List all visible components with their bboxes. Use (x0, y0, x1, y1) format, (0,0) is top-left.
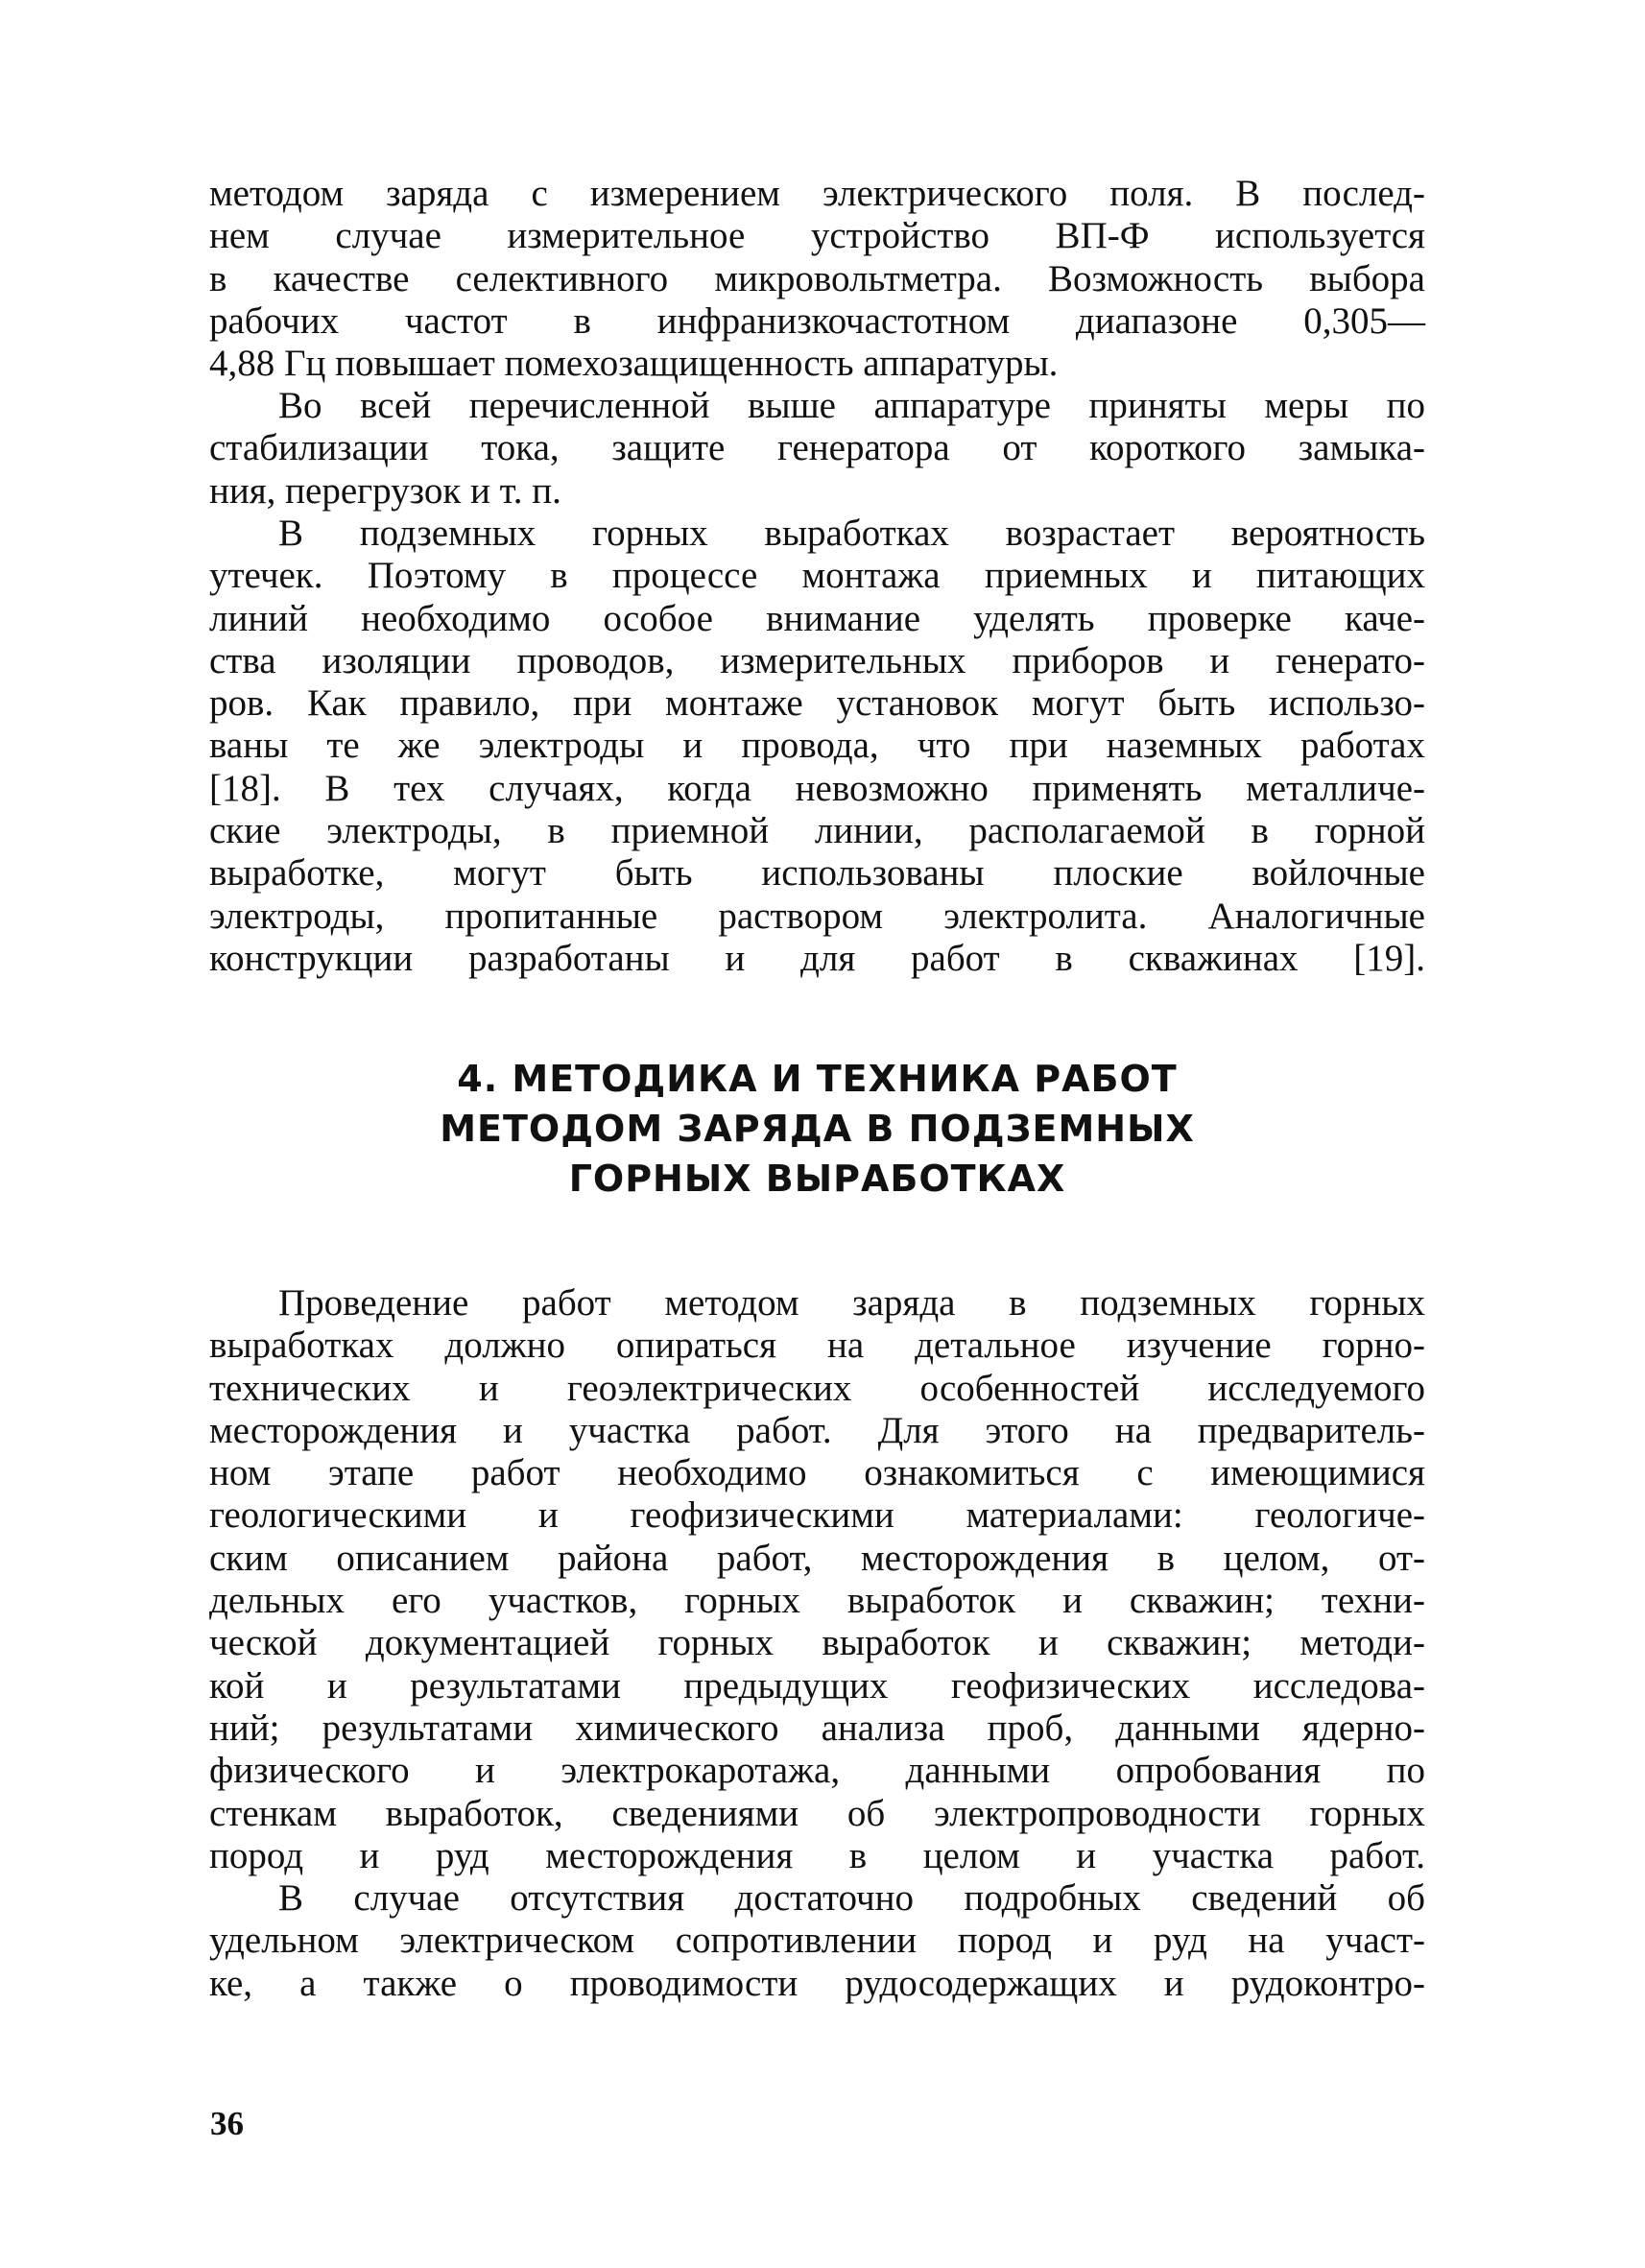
text-line: выработке, могут быть использованы плоские войлочные (209, 852, 1425, 895)
paragraph-1 (209, 173, 1425, 385)
text-line: рабочих частот в инфранизкочастотном диапазоне 0,305— (209, 299, 1425, 342)
heading-line: ГОРНЫХ ВЫРАБОТКАХ (568, 1158, 1066, 1200)
text-line: методом заряда с измерением электрического поля. В послед- (209, 173, 1425, 214)
text-line: утечек. Поэтому в процессе монтажа приемных и питающих (209, 555, 1425, 597)
text-line: дельных его участков, горных выработок и скважин; техни- (209, 1580, 1425, 1622)
text-line: электроды, пропитанные раствором электролита. Аналогичные (209, 895, 1425, 937)
text-line: нем случае измерительное устройство ВП-Ф используется (209, 215, 1425, 257)
text-line: ским описанием района работ, месторождения в целом, от- (209, 1537, 1425, 1579)
text-line: стабилизации тока, защите генератора от короткого замыка- (209, 427, 1425, 469)
text-line: Во всей перечисленной выше аппаратуре приняты меры по (278, 385, 1425, 426)
paragraph-5 (209, 1877, 1425, 2005)
text-line: ские электроды, в приемной линии, располагаемой в горной (209, 810, 1425, 852)
paragraph-3 (209, 513, 1425, 980)
heading-line: МЕТОДОМ ЗАРЯДА В ПОДЗЕМНЫХ (440, 1108, 1195, 1150)
text-line: месторождения и участка работ. Для этого на предваритель- (209, 1409, 1425, 1451)
text-line: ваны те же электроды и провода, что при наземных работах (209, 725, 1425, 767)
text-line: технических и геоэлектрических особенностей исследуемого (209, 1367, 1425, 1409)
text-line: стенкам выработок, сведениями об электропроводности горных (209, 1792, 1425, 1834)
text-line: физического и электрокаротажа, данными опробования по (209, 1750, 1425, 1792)
text-line: пород и руд месторождения в целом и участка работ. (209, 1834, 1425, 1876)
text-line: ров. Как правило, при монтаже установок могут быть использо- (209, 682, 1425, 725)
paragraph-2 (209, 385, 1425, 513)
text-line: линий необходимо особое внимание уделять проверке каче- (209, 597, 1425, 639)
text-line: 4,88 Гц повышает помехозащищенность аппаратуры. (209, 343, 1059, 385)
text-line: конструкции разработаны и для работ в скважинах [19]. (209, 937, 1425, 979)
section-heading (209, 1054, 1425, 1204)
text-line: в качестве селективного микровольтметра. Возможность выбора (209, 257, 1425, 299)
text-line: В случае отсутствия достаточно подробных сведений об (278, 1877, 1425, 1919)
paragraph-4 (209, 1282, 1425, 1877)
text-line: геологическими и геофизическими материалами: геологиче- (209, 1494, 1425, 1537)
text-line: удельном электрическом сопротивлении пород и руд на участ- (209, 1920, 1425, 1962)
text-line: ческой документацией горных выработок и скважин; методи- (209, 1622, 1425, 1664)
text-line: ства изоляции проводов, измерительных приборов и генерато- (209, 639, 1425, 681)
heading-line: 4. МЕТОДИКА И ТЕХНИКА РАБОТ (457, 1058, 1178, 1100)
text-line: ния, перегрузок и т. п. (209, 469, 561, 512)
text-line: ном этапе работ необходимо ознакомиться с имеющимися (209, 1452, 1425, 1494)
text-line: В подземных горных выработках возрастает вероятность (278, 513, 1425, 554)
text-line: [18]. В тех случаях, когда невозможно применять металличе- (209, 767, 1425, 809)
text-line: ке, а также о проводимости рудосодержащих и рудоконтро- (209, 1962, 1425, 2004)
text-line: кой и результатами предыдущих геофизических исследова- (209, 1664, 1425, 1707)
text-line: Проведение работ методом заряда в подземных горных (278, 1282, 1425, 1324)
page-number: 36 (210, 2105, 244, 2142)
text-line: ний; результатами химического анализа проб, данными ядерно- (209, 1707, 1425, 1749)
text-line: выработках должно опираться на детальное изучение горно- (209, 1325, 1425, 1367)
